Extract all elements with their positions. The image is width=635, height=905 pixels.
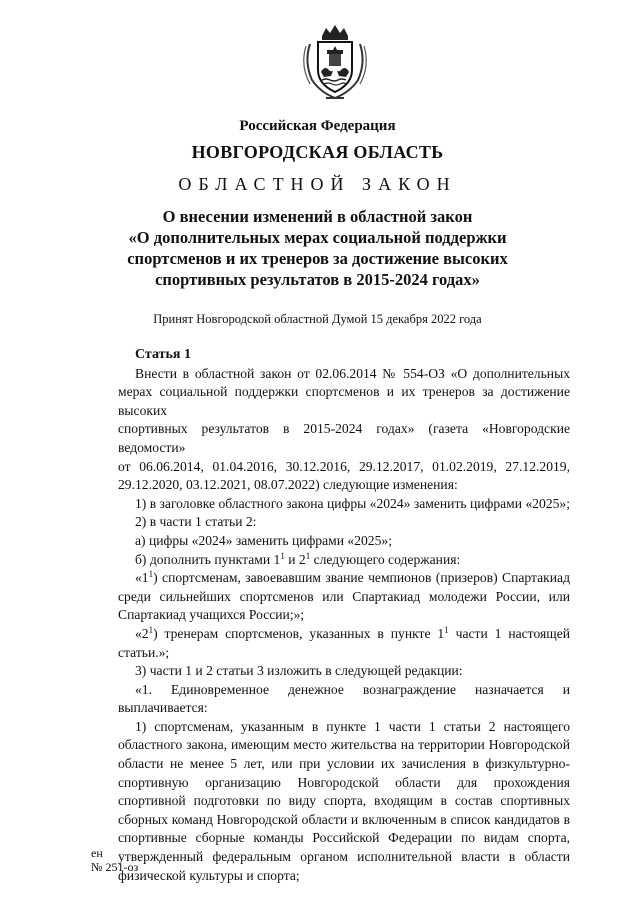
footer-number: № 251-оз (91, 860, 139, 874)
intro-line: 29.12.2020, 03.12.2021, 08.07.2022) следующие изменения: (118, 477, 458, 493)
quote-text: «2 (135, 625, 149, 641)
superscript: 1 (444, 624, 449, 635)
item-2b-text: следующего содержания: (310, 551, 461, 567)
quote-point-2-1 (118, 625, 570, 662)
superscript: 1 (148, 624, 154, 635)
item-2b-text: б) дополнить пунктами 1 (135, 551, 281, 567)
quote-point-1-1 (118, 569, 570, 625)
intro-line: мерах социальной поддержки спортсменов и их тренеров за достижение высоких (118, 384, 570, 418)
item-1: 1) в заголовке областного закона цифры «2024» заменить цифрами «2025»; (135, 495, 570, 511)
item-3-1: 1) спортсменам, указанным в пункте 1 части 1 статьи 2 настоящего областного закона, имеющим место жительства на территории Новгородской области не менее 5 лет, или при условии их зачисления в физкультурно-спортивную организацию Новгородской области для прохождения спортивной подготовки по виду спорта, входящим в состав спортивных сборных команд Новгородской области и включенным в список кандидатов в спортивные сборные команды Российской Федерации по видам спорта, утвержденный федеральным органом исполнительной власти в области физической культуры и спорта; (118, 718, 570, 883)
item-2a: а) цифры «2024» заменить цифрами «2025»; (135, 532, 392, 548)
item-3: 3) части 1 и 2 статьи 3 изложить в следующей редакции: (135, 663, 463, 679)
quote-text: «1 (135, 570, 149, 586)
law-title-line: «О дополнительных мерах социальной поддержки (128, 228, 507, 247)
quote-text: ) тренерам спортсменов, указанных в пункте 1 (153, 625, 445, 641)
law-title-line: спортсменов и их тренеров за достижение высоких (127, 249, 508, 268)
superscript: 1 (148, 569, 154, 580)
region-heading: НОВГОРОДСКАЯ ОБЛАСТЬ (191, 142, 444, 162)
quote-part-1: «1. Единовременное денежное вознаграждение назначается и выплачивается: (118, 681, 570, 716)
intro-line: Внести в областной закон от 02.06.2014 № 554-ОЗ «О дополнительных (135, 365, 570, 381)
footer-initials: ен (91, 846, 103, 860)
country-heading: Российская Федерация (239, 118, 396, 134)
superscript: 1 (280, 550, 285, 561)
document-footer (91, 846, 138, 874)
law-type-heading: ОБЛАСТНОЙ ЗАКОН (178, 174, 457, 194)
superscript: 1 (305, 550, 311, 561)
item-2b-text: и 2 (284, 551, 306, 567)
article-body (118, 346, 570, 885)
adoption-note: Принят Новгородской областной Думой 15 декабря 2022 года (153, 312, 482, 326)
item-2: 2) в части 1 статьи 2: (135, 514, 257, 530)
intro-line: от 06.06.2014, 01.04.2016, 30.12.2016, 29.12.2017, 01.02.2019, 27.12.2019, (118, 458, 570, 474)
law-title-line: О внесении изменений в областной закон (162, 207, 473, 226)
quote-text: ) спортсменам, завоевавшим звание чемпионов (призеров) Спартакиад среди сильнейших спортсменов или Спартакиад молодежи России, или Спартакиад учащихся России;»; (118, 570, 570, 623)
law-title-line: спортивных результатов в 2015-2024 годах» (155, 270, 480, 289)
quote-text: части 1 настоящей статьи.»; (118, 625, 571, 660)
intro-line: спортивных результатов в 2015-2024 годах» (газета «Новгородские ведомости» (118, 421, 570, 455)
article-heading: Статья 1 (135, 347, 191, 362)
item-2b (118, 551, 570, 570)
law-title (0, 206, 635, 290)
coat-of-arms-icon (300, 22, 370, 104)
